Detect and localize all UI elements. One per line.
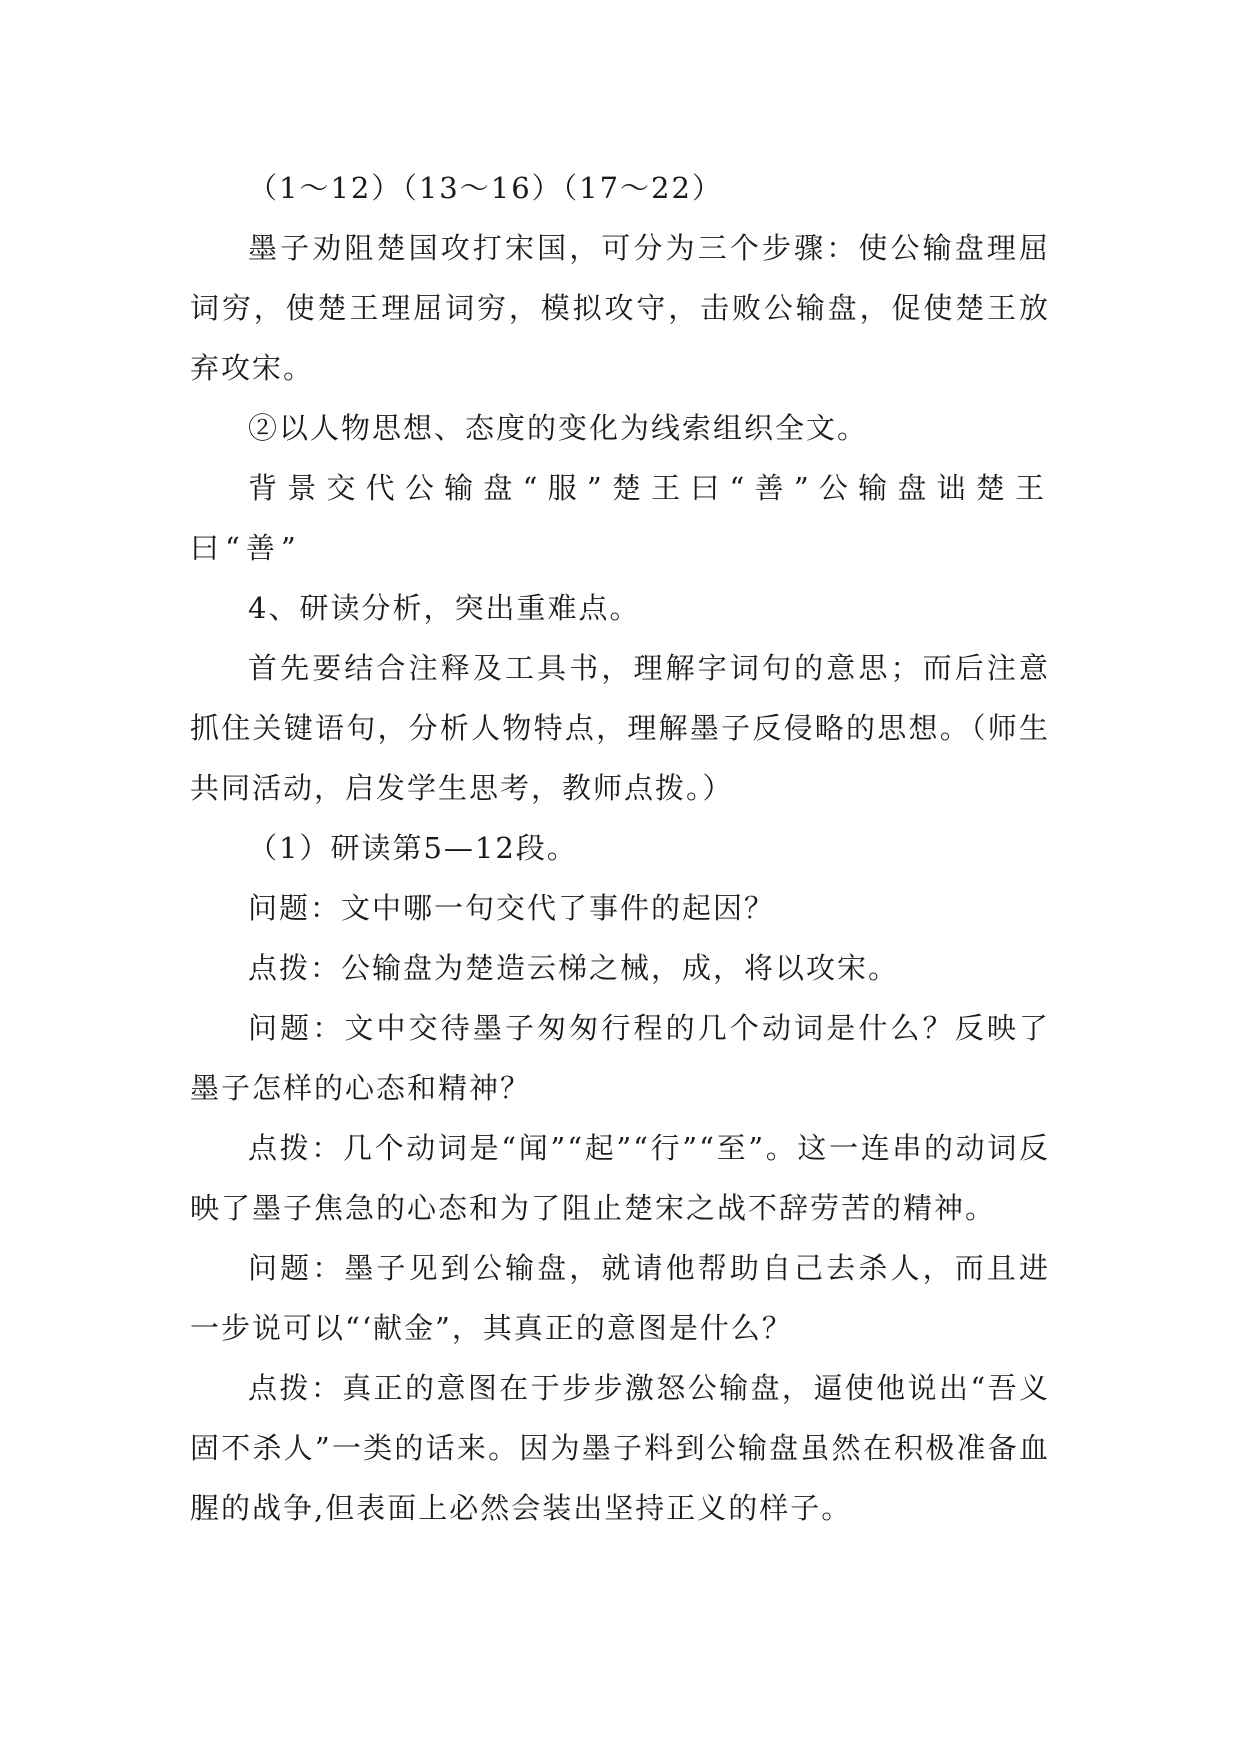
paragraph-method: 首先要结合注释及工具书，理解字词句的意思；而后注意抓住关键语句，分析人物特点，理解墨子反侵略的思想。（师生共同活动，启发学生思考，教师点拨。）	[190, 651, 1050, 805]
paragraph-steps: 墨子劝阻楚国攻打宋国，可分为三个步骤：使公输盘理屈词穷，使楚王理屈词穷，模拟攻守，击败公输盘，促使楚王放弃攻宋。	[190, 231, 1050, 385]
heading-study-analysis: 4、研读分析，突出重难点。	[248, 591, 641, 625]
answer-3: 点拨：真正的意图在于步步激怒公输盘，逼使他说出“吾义固不杀人”一类的话来。因为墨子料到公输盘虽然在积极准备血腥的战争,但表面上必然会装出坚持正义的样子。	[190, 1371, 1050, 1525]
question-3: 问题：墨子见到公输盘，就请他帮助自己去杀人，而且进一步说可以“‘献金”，其真正的意图是什么？	[190, 1251, 1050, 1345]
question-2: 问题：文中交待墨子匆匆行程的几个动词是什么？反映了墨子怎样的心态和精神？	[190, 1011, 1050, 1105]
paragraph-clue: ②以人物思想、态度的变化为线索组织全文。	[248, 411, 869, 445]
answer-2: 点拨：几个动词是“闻”“起”“行”“至”。这一连串的动词反映了墨子焦急的心态和为了阻止楚宋之战不辞劳苦的精神。	[190, 1131, 1050, 1225]
section-ranges: （1～12）（13～16）（17～22）	[248, 171, 723, 205]
paragraph-background: 背景交代公输盘“服”楚王曰“善”公输盘诎楚王曰“善”	[190, 471, 1050, 565]
subheading-section-5-12: （1）研读第5—12段。	[248, 831, 578, 865]
question-1: 问题：文中哪一句交代了事件的起因？	[248, 891, 776, 925]
document-body	[190, 158, 1050, 1538]
answer-1: 点拨：公输盘为楚造云梯之械，成，将以攻宋。	[248, 951, 900, 985]
